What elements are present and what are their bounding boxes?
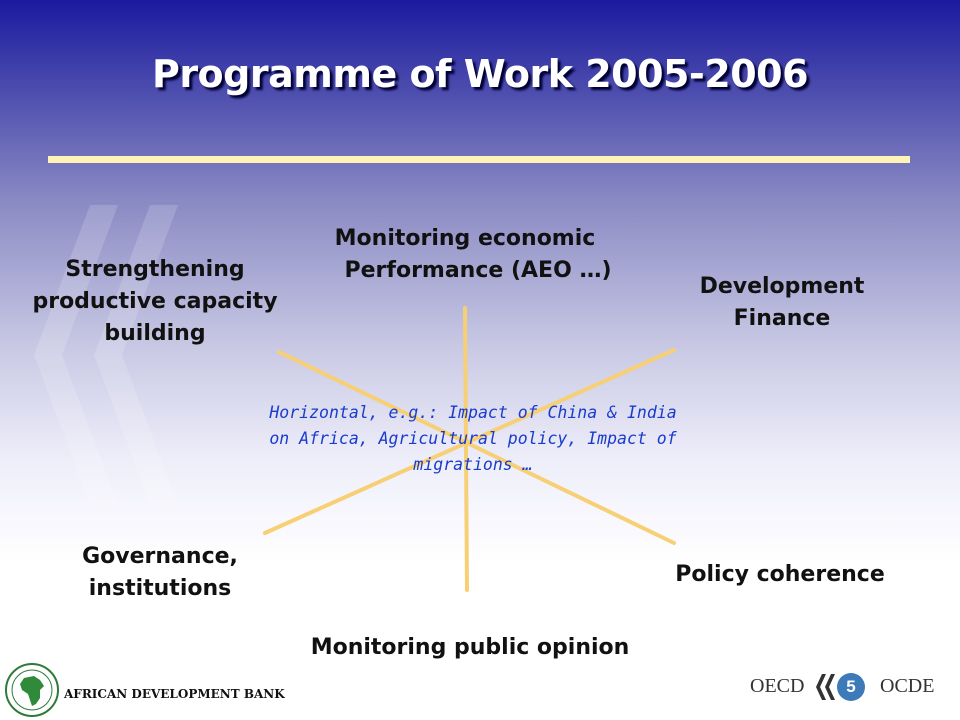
label-monitoring-public-opinion: Monitoring public opinion xyxy=(310,635,630,660)
oecd-text: OECD xyxy=(750,675,805,697)
footer-afdb-name: AFRICAN DEVELOPMENT BANK xyxy=(64,687,285,701)
label-governance xyxy=(50,541,270,605)
label-line: Performance (AEO …) xyxy=(344,258,612,283)
slide-number-badge: 5 xyxy=(837,673,865,701)
horizontal-themes xyxy=(248,400,698,478)
ocde-text: OCDE xyxy=(880,675,935,697)
slide-title: Programme of Work 2005-2006 xyxy=(151,52,809,96)
label-line: Governance, xyxy=(82,544,238,569)
oecd-chevron-icon xyxy=(814,672,838,702)
center-line: Horizontal, e.g.: Impact of China & India xyxy=(269,403,677,422)
label-line: productive capacity xyxy=(32,289,278,314)
label-line: Development xyxy=(699,274,865,299)
label-line: Finance xyxy=(733,306,831,331)
label-line: Monitoring economic xyxy=(334,226,596,251)
africa-map-seal-icon xyxy=(4,662,60,718)
label-monitoring-economic xyxy=(300,223,630,287)
label-line: Strengthening xyxy=(65,257,245,282)
oecd-logo xyxy=(750,672,950,702)
center-line: migrations … xyxy=(413,455,533,474)
center-line: on Africa, Agricultural policy, Impact of xyxy=(269,429,677,448)
label-policy-coherence: Policy coherence xyxy=(675,562,885,587)
label-development-finance xyxy=(672,271,892,335)
label-strengthening xyxy=(10,254,300,350)
label-line: institutions xyxy=(88,576,232,601)
label-line: building xyxy=(104,321,206,346)
